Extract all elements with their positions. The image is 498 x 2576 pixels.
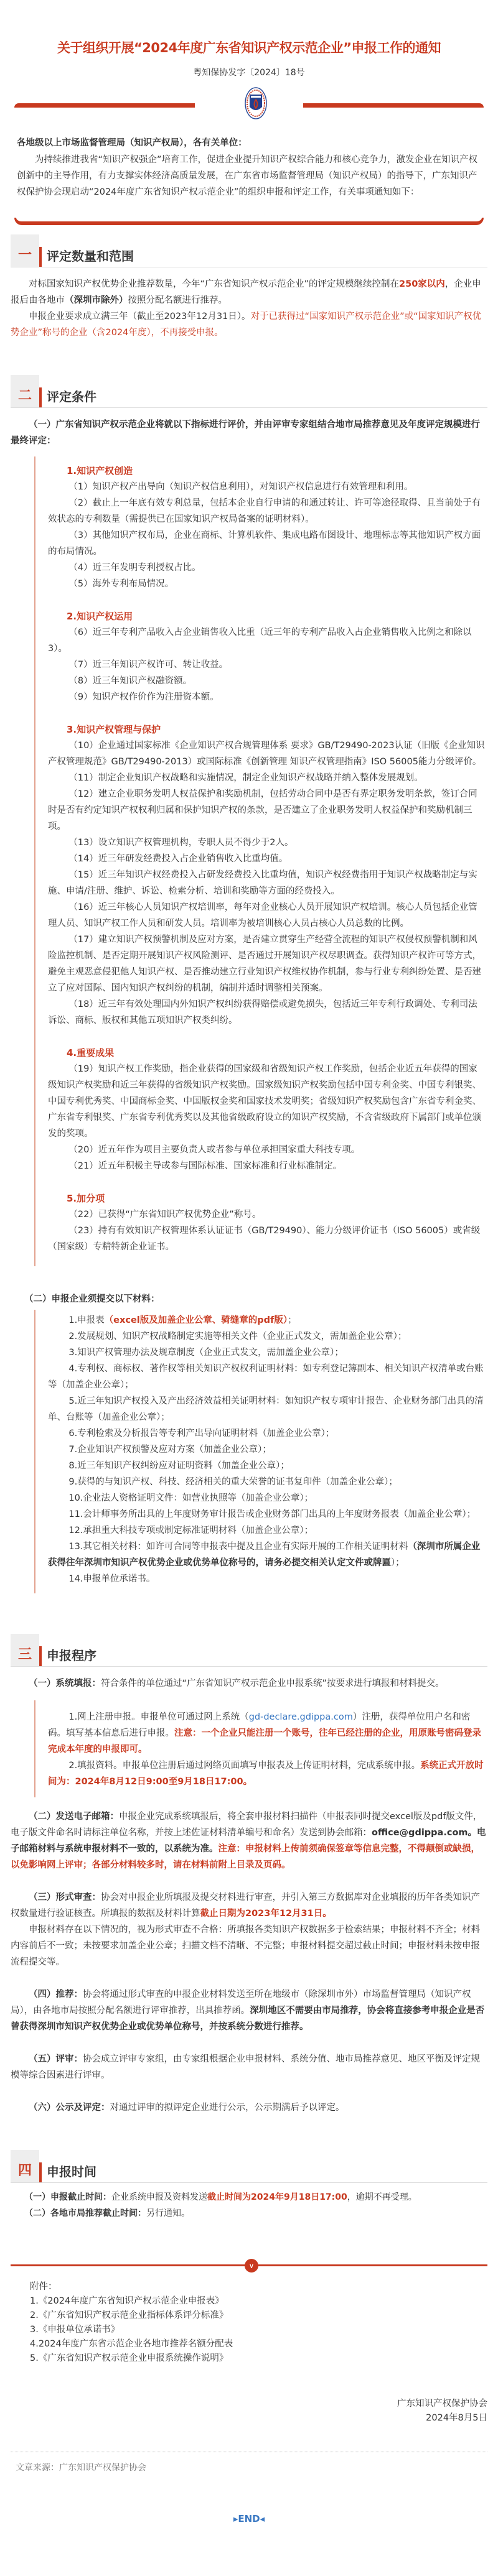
criteria-item: （7）近三年知识产权许可、转让收益。 (68, 660, 228, 670)
section-divider (11, 2259, 487, 2271)
material-item: 13.其它相关材料：如许可合同等申报表中提及且企业有实际开展的工作相关证明材料（深圳市所属企业获得往年深圳市知识产权优势企业或优势单位称号的，请务必提交相关认定文件或牌匾）； (48, 1542, 481, 1568)
section-number: 四 (11, 2150, 39, 2182)
deadline-block (11, 2189, 487, 2222)
criteria-group-utilization (48, 608, 485, 705)
criteria-item: （10）企业通过国家标准《企业知识产权合规管理体系 要求》GB/T29490-2023认证（旧版《企业知识产权管理规范》GB/T29490-2013）或国际标准《创新管理 知识产权管理指南》ISO 56005能力分级评价。 (48, 741, 485, 767)
section-number: 三 (11, 1634, 39, 1666)
criteria-group-management (48, 721, 485, 1029)
material-item: 10.企业法人资格证明文件：如营业执照等（加盖企业公章）； (68, 1493, 314, 1503)
section-title: 评定条件 (47, 389, 96, 404)
criteria-group-achievements (48, 1045, 485, 1174)
system-filing-block (34, 1700, 487, 1797)
document-number: 粤知保协发字〔2024〕18号 (193, 68, 305, 78)
material-item: 2.发展规划、知识产权战略制定实施等相关文件（企业正式发文，需加盖企业公章）； (68, 1332, 407, 1341)
group-title: 2.知识产权运用 (67, 611, 133, 622)
triangle-left-icon: ◂ (260, 2513, 265, 2524)
material-item: 3.知识产权管理办法及规章制度（企业正式发文，需加盖企业公章）； (68, 1348, 344, 1358)
attachments-list (11, 2280, 487, 2366)
criteria-item: （22）已获得“广东省知识产权优势企业”称号。 (68, 1210, 261, 1220)
review-failure-conditions: 申报材料存在以下情况的，视为形式审查不合格：所填报各类知识产权数据多于检索结果；申报材料不齐全；材料内容前后不一致；未按要求加盖企业公章；扫描文档不清晰、不完整；申报材料提交超过截止时间；申报材料未按申报流程提交等。 (11, 1925, 480, 1967)
decorative-bracket-right (303, 103, 484, 108)
section-title: 申报时间 (47, 2164, 96, 2179)
procedure-publicity: （六）公示及评定：对通过评审的拟评定企业进行公示，公示期满后予以评定。 (29, 2103, 345, 2113)
criteria-item: （18）近三年有效处理国内外知识产权纠纷获得赔偿或避免损失，包括近三年专利行政调处、专利司法诉讼、商标、版权和其他五项知识产权类纠纷。 (48, 999, 477, 1026)
material-item: 14.申报单位承诺书。 (68, 1574, 156, 1584)
criteria-item: （11）制定企业知识产权战略和实施情况，制定企业知识产权战略并纳入整体发展规划。 (68, 773, 423, 783)
signature-date: 2024年8月5日 (426, 2413, 487, 2423)
criteria-item: （17）建立知识产权预警机制及应对方案，是否建立贯穿生产经营全流程的知识产权侵权预警机制和风险监控机制、是否定期开展知识产权风险测评、是否通过开展知识产权尽职调查。获得知识产权许可等方式，避免主观恶意侵犯他人知识产权、是否推动建立行业知识产权维权协作机制，参与行业专利纠纷处置、是否建立了应对国际、国内知识产权纠纷的机制，编制并适时调整相关预案。 (48, 935, 481, 993)
attachment-item: 1.《2024年度广东省知识产权示范企业申报表》 (30, 2296, 224, 2306)
procedure-evaluation: （五）评审：协会成立评审专家组，由专家组根据企业申报材料、系统分值、地市局推荐意见、地区平衡及评定规模等综合因素进行评审。 (11, 2054, 480, 2080)
section-title: 评定数量和范围 (47, 249, 134, 264)
criteria-item: （6）近三年专利产品收入占企业销售收入比重（近三年的专利产品收入占企业销售收入比例之和除以3）。 (48, 628, 472, 654)
materials-title: （二）申报企业须提交以下材料： (24, 1294, 160, 1304)
section-header-2 (11, 376, 487, 408)
section-header-3 (11, 1634, 487, 1667)
greeting-box (11, 122, 487, 200)
section-header-1 (11, 235, 487, 267)
criteria-item: （19）知识产权工作奖励，指企业获得的国家级和省级知识产权工作奖励，包括企业近五年获得的国家级知识产权奖励和近三年获得的省级知识产权奖励。国家级知识产权奖励包括中国专利金奖、中国专利银奖、中国专利优秀奖、中国商标金奖、中国版权金奖和国家技术发明奖；省级知识产权奖励包含广东省专利金奖、广东省专利银奖、广东省专利优秀奖以及其他省级政府设立的知识产权奖励，不含省级政府下属部门或单位颁发的奖项。 (48, 1064, 481, 1139)
signature-org: 广东知识产权保护协会 (397, 2399, 487, 2409)
material-item: 6.专利检索及分析报告等专利产出导向证明材料（加盖企业公章）； (68, 1429, 335, 1439)
criteria-item: （16）近三年核心人员知识产权培训率，每年对企业核心人员开展知识产权培训。核心人员包括企业管理人员、知识产权工作人员和研发人员。培训率为被培训核心人员占核心人员总数的比例。 (48, 902, 477, 929)
group-title: 4.重要成果 (67, 1047, 115, 1059)
article-source: 文章来源：广东知识产权保护协会 (16, 2463, 146, 2473)
criteria-item: （1）知识产权产出导向（知识产权信息利用），对知识产权信息进行有效管理和利用。 (68, 482, 413, 492)
criteria-item: （2）截止上一年底有效专利总量，包括本企业自行申请的和通过转让、许可等途径取得、且当前处于有效状态的专利数量（需提供已在国家知识产权局备案的证明材料）。 (48, 498, 481, 524)
group-title: 5.加分项 (67, 1193, 105, 1204)
step-register: 1.网上注册申报。申报单位可通过网上系统（gd-declare.gdippa.com）注册，获得单位用户名和密码。填写基本信息后进行申报。注意：一个企业只能注册一个账号，往年已经注册的企业，用原账号密码登录完成本年度的申报即可。 (48, 1712, 481, 1754)
page-title: 关于组织开展“2024年度广东省知识产权示范企业”申报工作的通知 (57, 40, 441, 55)
criteria-group-creation (48, 463, 485, 592)
criteria-item: （13）设立知识产权管理机构，专职人员不得少于2人。 (68, 838, 294, 848)
group-title: 3.知识产权管理与保护 (67, 724, 161, 735)
salutation: 各地级以上市场监督管理局（知识产权局），各有关单位： (17, 138, 247, 148)
header-emblem-row (11, 87, 487, 122)
section-header-4 (11, 2151, 487, 2183)
association-emblem-icon (245, 87, 267, 119)
procedure-review: （三）形式审查：协会对申报企业所填报及提交材料进行审查，并引入第三方数据库对企业填报的历年各类知识产权数量进行验证核查。所填报的数据及材料计算截止日期为2023年12月31日。 (11, 1893, 480, 1919)
criteria-group-bonus (48, 1190, 485, 1255)
material-item: 7.企业知识产权预警及应对方案（加盖企业公章）； (68, 1445, 271, 1455)
material-item: 9.获得的与知识产权、科技、经济相关的重大荣誉的证书复印件（加盖企业公章）； (68, 1477, 398, 1487)
criteria-intro: （一）广东省知识产权示范企业将就以下指标进行评价，并由评审专家组结合地市局推荐意见及年度评定规模进行最终评定： (11, 420, 480, 446)
material-item: 8.近三年知识产权纠纷应对证明资料（加盖企业公章）； (68, 1461, 289, 1471)
step-fill-materials: 2.填报资料。申报单位注册后通过网络页面填写申报表及上传证明材料，完成系统申报。系统正式开放时间为：2024年8月12日9:00至9月18日17:00。 (48, 1761, 484, 1787)
criteria-item: （5）海外专利布局情况。 (68, 579, 174, 589)
criteria-item: （14）近三年研发经费投入占企业销售收入比重均值。 (68, 854, 288, 864)
scope-paragraph: 对标国家知识产权优势企业推荐数量，今年“广东省知识产权示范企业”的评定规模继续控制在250家以内，企业申报后由各地市（深圳市除外）按照分配名额进行推荐。 (11, 279, 481, 305)
criteria-item: （4）近三年发明专利授权占比。 (68, 563, 201, 573)
criteria-item: （9）知识产权作价作为注册资本额。 (68, 692, 219, 702)
intro-paragraph: 为持续推进我省“知识产权强企”培育工作，促进企业提升知识产权综合能力和核心竞争力，激发企业在知识产权创新中的主导作用，有力支撑实体经济高质量发展，在广东省市场监督管理局（知识产权局）的指导下，广东知识产权保护协会现启动“2024年度广东省知识产权示范企业”的组织申报和评定工作，有关事项通知如下： (17, 155, 478, 197)
triangle-right-icon: ▸ (233, 2513, 238, 2524)
attachment-item: 4.2024年度广东省示范企业各地市推荐名额分配表 (30, 2339, 233, 2349)
attachment-item: 2.《广东省知识产权示范企业指标体系评分标准》 (30, 2310, 228, 2320)
decorative-bracket-left (14, 103, 195, 108)
material-item: 5.近三年知识产权投入及产出经济效益相关证明材料：如知识产权专项审计报告、企业财务部门出具的清单、台账等（加盖企业公章）； (48, 1396, 484, 1422)
attachment-item: 3.《申报单位承诺书》 (30, 2325, 120, 2335)
attachments-label: 附件： (30, 2282, 57, 2292)
criteria-item: （21）近五年积极主导或参与国际标准、国家标准和行业标准制定。 (68, 1161, 342, 1171)
attachment-item: 5.《广东省知识产权示范企业申报系统操作说明》 (30, 2353, 228, 2363)
material-item: 11.会计师事务所出具的上年度财务审计报告或企业财务部门出具的上年度财务报表（加盖企业公章）； (68, 1509, 476, 1519)
criteria-item: （3）其他知识产权布局，企业在商标、计算机软件、集成电路布图设计、地理标志等其他知识产权方面的布局情况。 (48, 530, 481, 557)
procedure-system-filing: （一）系统填报：符合条件的单位通过“广东省知识产权示范企业申报系统”按要求进行填报和材料提交。 (29, 1679, 444, 1689)
criteria-item: （23）持有有效知识产权管理体系认证证书（GB/T29490）、能力分级评价证书（ISO 56005）或省级（国家级）专精特新企业证书。 (48, 1226, 481, 1252)
email-link[interactable]: office@gdippa.com (372, 1828, 468, 1838)
signature-block (11, 2397, 487, 2425)
declare-system-link[interactable]: gd-declare.gdippa.com (248, 1712, 353, 1722)
materials-block (34, 1310, 487, 1593)
criteria-item: （15）近三年知识产权经费投入占研发经费投入比重均值，知识产权经费指用于知识产权战略制定与实施、申请/注册、维护、诉讼、检索分析、培训和奖励等方面的经费投入。 (48, 870, 477, 896)
group-title: 1.知识产权创造 (67, 465, 133, 476)
deadline-submission: （一）申报截止时间：企业系统申报及资料发送截止时间为2024年9月18日17:00，逾期不再受理。 (24, 2192, 417, 2202)
material-item: 4.专利权、商标权、著作权等相关知识产权权利证明材料：如专利登记簿副本、相关知识产权清单或台账等（加盖企业公章）； (48, 1364, 484, 1390)
material-item: 12.承担重大科技专项或制定标准证明材料（加盖企业公章）； (68, 1526, 314, 1536)
criteria-item: （20）近五年作为项目主要负责人或者参与单位承担国家重大科技专项。 (68, 1145, 360, 1155)
end-mark: ▸END◂ (233, 2513, 265, 2524)
eligibility-paragraph: 申报企业要求成立满三年（截止至2023年12月31日）。对于已获得过“国家知识产权示范企业”或“国家知识产权优势企业”称号的企业（含2024年度），不再接受申报。 (11, 312, 482, 338)
section-number: 一 (11, 234, 39, 267)
criteria-item: （12）建立企业职务发明人权益保护和奖励机制，包括劳动合同中是否有界定职务发明条款，签订合同时是否有约定知识产权权利归属和保护知识产权的条款，是否建立了企业职务发明人权益保护和奖励机制三项。 (48, 789, 477, 832)
procedure-email: （二）发送电子邮箱：申报企业完成系统填报后，将全套申报材料扫描件（申报表同时提交excel版及pdf版文件，电子版文件命名时请标注单位名称，并按上述佐证材料清单编号和命名）发送到协会邮箱：office@gdippa.com。电子邮箱材料与系统申报材料不一致的，以系统为准。注意：申报材料上传前须确保签章等信息完整，不得颠倒或缺损，以免影响网上评审；各部分材料较多时，请在材料前附上目录及页码。 (11, 1812, 486, 1870)
procedure-recommend: （四）推荐：协会将通过形式审查的申报企业材料发送至所在地级市（除深圳市外）市场监督管理局（知识产权局），由各地市局按照分配名额进行评审推荐，出具推荐函。深圳地区不需要由市局推荐，协会将直接参考申报企业是否曾获得深圳市知识产权优势企业或优势单位称号，并按系统分数进行推荐。 (11, 1990, 485, 2032)
decorative-bracket-bottom (14, 218, 484, 225)
section-title: 申报程序 (47, 1648, 96, 1663)
chevron-down-icon: ∨ (245, 2259, 258, 2273)
criteria-block (34, 456, 487, 1266)
deadline-recommendation: （二）各地市局推荐截止时间：另行通知。 (24, 2208, 190, 2218)
material-item: 1.申报表（excel版及加盖企业公章、骑缝章的pdf版）； (68, 1315, 297, 1325)
criteria-item: （8）近三年知识产权融资额。 (68, 676, 192, 686)
section-number: 二 (11, 375, 39, 407)
